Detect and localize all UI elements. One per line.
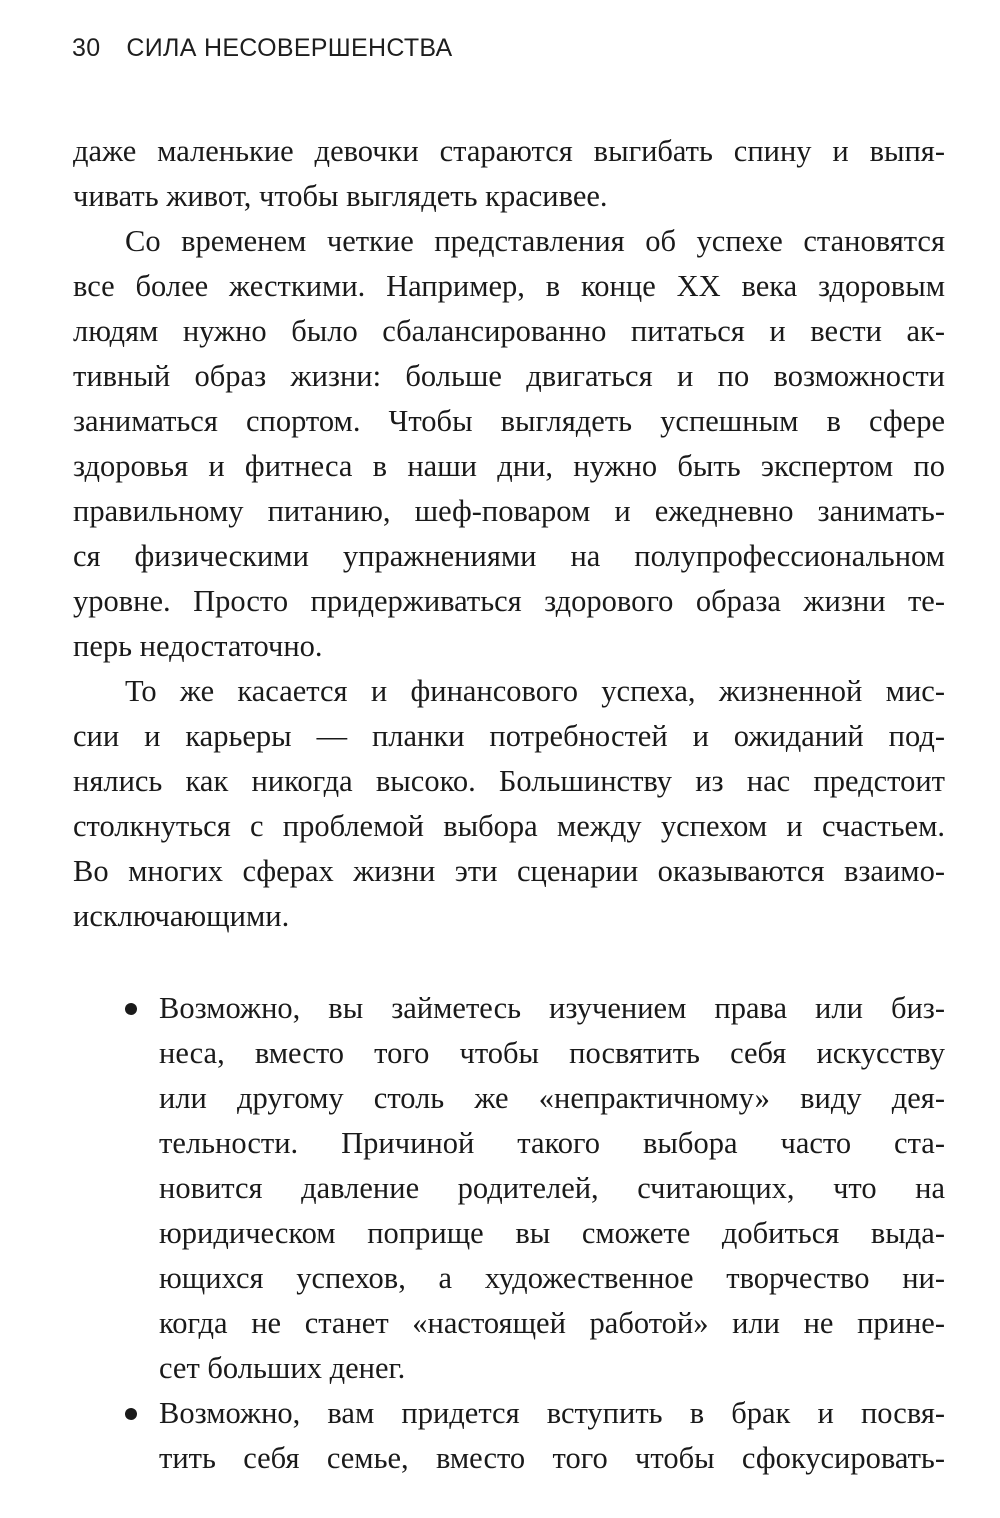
section-spacer bbox=[73, 939, 945, 986]
text-line: Во многих сферах жизни эти сценарии оказываются взаимо- bbox=[73, 854, 945, 888]
text-line: исключающими. bbox=[73, 899, 290, 933]
text-line: перь недостаточно. bbox=[73, 629, 323, 663]
text-line: тельности. Причиной такого выбора часто ста- bbox=[159, 1126, 945, 1160]
text-line: правильному питанию, шеф-поваром и ежедневно занимать- bbox=[73, 494, 945, 528]
bullet-item-1 bbox=[73, 986, 945, 1391]
paragraph-2 bbox=[73, 219, 945, 669]
text-line: То же касается и финансового успеха, жизненной мис- bbox=[125, 674, 945, 708]
text-line: все более жесткими. Например, в конце XX века здоровым bbox=[73, 269, 945, 303]
paragraph-3 bbox=[73, 669, 945, 939]
page-body bbox=[73, 129, 945, 1481]
text-line: когда не станет «настоящей работой» или не прине- bbox=[159, 1306, 945, 1340]
page-number: 30 bbox=[72, 34, 101, 62]
text-line: нялись как никогда высоко. Большинству из нас предстоит bbox=[73, 764, 945, 798]
running-header bbox=[72, 34, 453, 63]
bullet-dot-icon bbox=[125, 1003, 137, 1015]
bullet-item-2 bbox=[73, 1391, 945, 1481]
text-line: столкнуться с проблемой выбора между успехом и счастьем. bbox=[73, 809, 945, 843]
text-line: чивать живот, чтобы выглядеть красивее. bbox=[73, 179, 608, 213]
running-title: СИЛА НЕСОВЕРШЕНСТВА bbox=[126, 34, 453, 62]
text-line: здоровья и фитнеса в наши дни, нужно быть экспертом по bbox=[73, 449, 945, 483]
text-line: сет больших денег. bbox=[159, 1351, 406, 1385]
text-line: заниматься спортом. Чтобы выглядеть успешным в сфере bbox=[73, 404, 945, 438]
text-line: ся физическими упражнениями на полупрофессиональном bbox=[73, 539, 945, 573]
text-line: уровне. Просто придерживаться здорового образа жизни те- bbox=[73, 584, 945, 618]
text-line: даже маленькие девочки стараются выгибать спину и выпя- bbox=[73, 134, 945, 168]
text-line: Со временем четкие представления об успехе становятся bbox=[125, 224, 945, 258]
text-line: людям нужно было сбалансированно питаться и вести ак- bbox=[73, 314, 945, 348]
text-line: сии и карьеры — планки потребностей и ожиданий под- bbox=[73, 719, 945, 753]
text-line: новится давление родителей, считающих, что на bbox=[159, 1171, 945, 1205]
bullet-dot-icon bbox=[125, 1408, 137, 1420]
text-line: неса, вместо того чтобы посвятить себя искусству bbox=[159, 1036, 945, 1070]
text-line: ющихся успехов, а художественное творчество ни- bbox=[159, 1261, 945, 1295]
text-line: юридическом поприще вы сможете добиться выда- bbox=[159, 1216, 945, 1250]
paragraph-1 bbox=[73, 129, 945, 219]
text-line: тить себя семье, вместо того чтобы сфокусировать- bbox=[159, 1441, 945, 1475]
text-line: тивный образ жизни: больше двигаться и по возможности bbox=[73, 359, 945, 393]
text-line: или другому столь же «непрактичному» виду дея- bbox=[159, 1081, 945, 1115]
text-line: Возможно, вам придется вступить в брак и посвя- bbox=[159, 1396, 945, 1430]
text-line: Возможно, вы займетесь изучением права или биз- bbox=[159, 991, 945, 1025]
